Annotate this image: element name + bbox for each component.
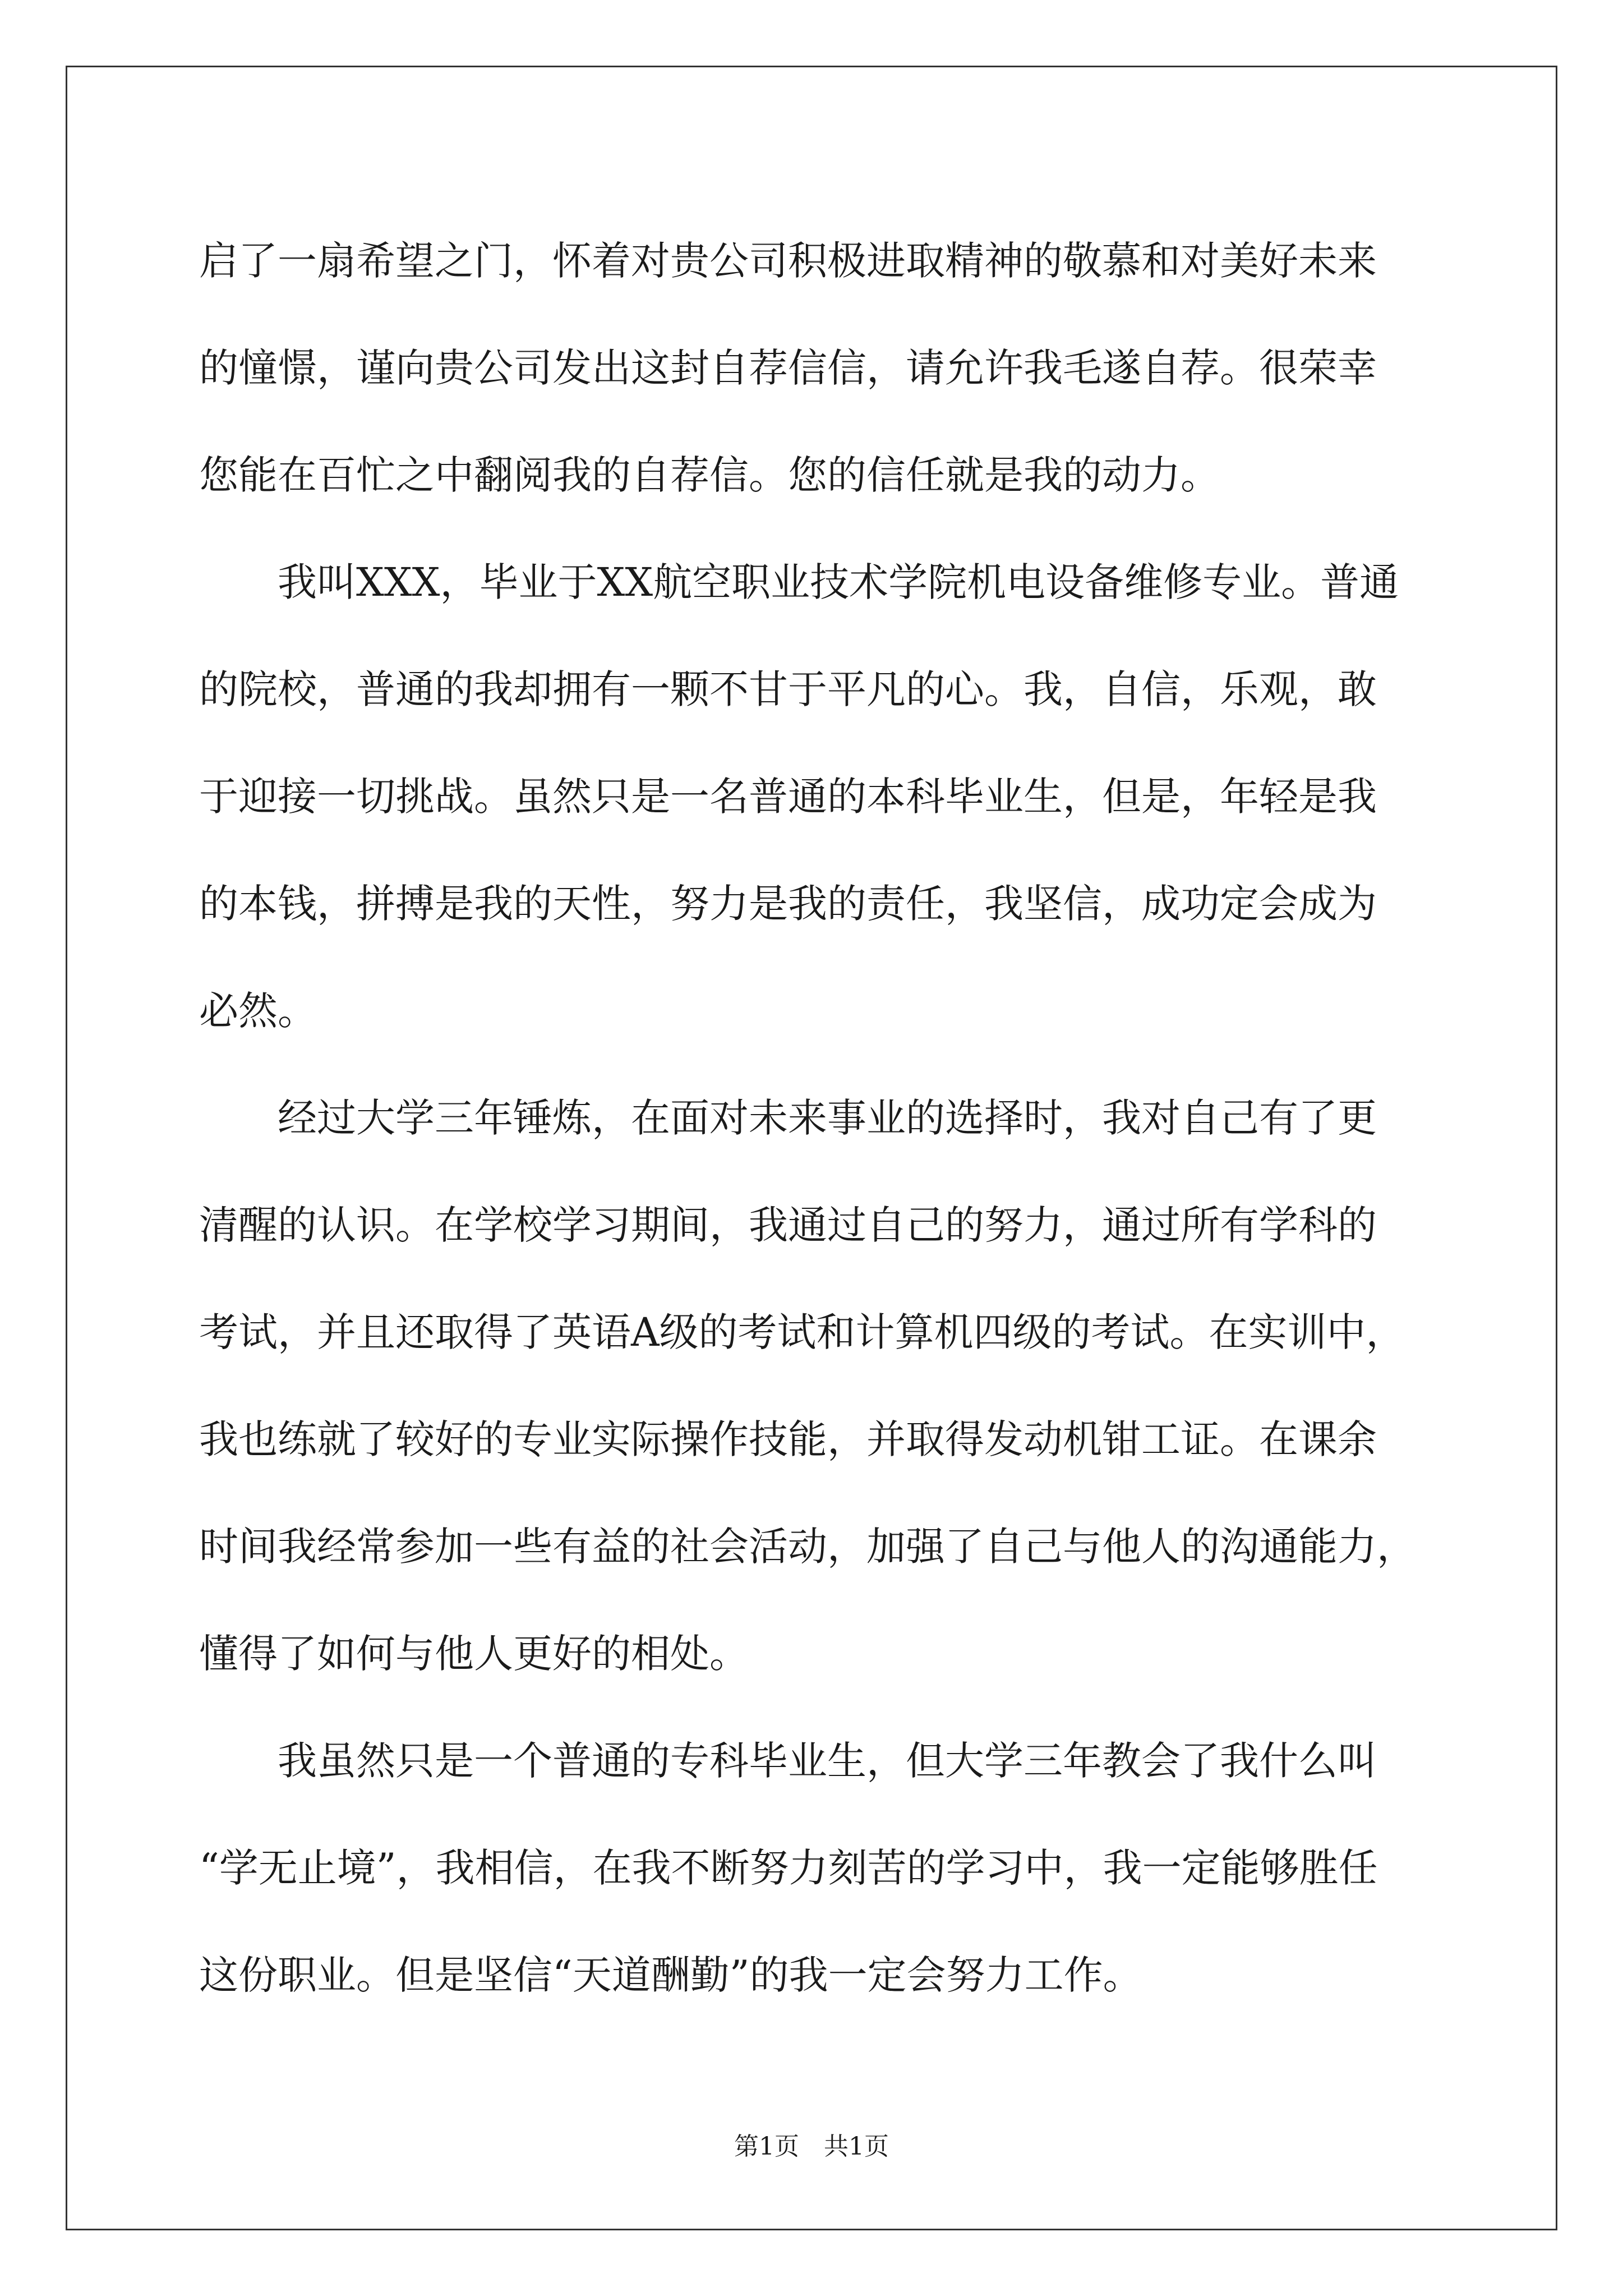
page-number-footer: 第1页 共1页 [734,2132,889,2161]
text-line: 我也练就了较好的专业实际操作技能，并取得发动机钳工证。在课余 [199,1416,1377,1462]
paragraph-3 [199,1065,1438,1708]
text-line: 懂得了如何与他人更好的相处。 [199,1631,749,1677]
text-line: 时间我经常参加一些有益的社会活动，加强了自己与他人的沟通能力， [199,1524,1416,1570]
text-line: 于迎接一切挑战。虽然只是一名普通的本科毕业生，但是，年轻是我 [199,774,1377,820]
text-line: 您能在百忙之中翻阅我的自荐信。您的信任就是我的动力。 [199,452,1220,498]
text-line: 必然。 [199,988,317,1034]
text-line: 经过大学三年锤炼，在面对未来事业的选择时，我对自己有了更 [278,1095,1377,1141]
text-line: 我叫XXX，毕业于XX航空职业技术学院机电设备维修专业。普通 [278,559,1399,605]
text-line: 启了一扇希望之门，怀着对贵公司积极进取精神的敬慕和对美好未来 [199,238,1377,284]
paragraph-1 [199,208,1438,529]
text-line: 我虽然只是一个普通的专科毕业生，但大学三年教会了我什么叫 [278,1738,1377,1784]
text-line: 的憧憬，谨向贵公司发出这封自荐信信，请允许我毛遂自荐。很荣幸 [199,345,1377,391]
paragraph-2 [199,529,1438,1065]
text-line: “学无止境”，我相信，在我不断努力刻苦的学习中，我一定能够胜任 [199,1845,1378,1891]
text-line: 这份职业。但是坚信“天道酬勤”的我一定会努力工作。 [199,1952,1142,1998]
text-line: 考试，并且还取得了英语A级的考试和计算机四级的考试。在实训中， [199,1309,1405,1355]
document-body [199,208,1438,2029]
text-line: 的院校，普通的我却拥有一颗不甘于平凡的心。我，自信，乐观，敢 [199,666,1377,712]
text-line: 清醒的认识。在学校学习期间，我通过自己的努力，通过所有学科的 [199,1202,1377,1248]
paragraph-4 [199,1708,1438,2029]
text-line: 的本钱，拼搏是我的天性，努力是我的责任，我坚信，成功定会成为 [199,881,1377,927]
